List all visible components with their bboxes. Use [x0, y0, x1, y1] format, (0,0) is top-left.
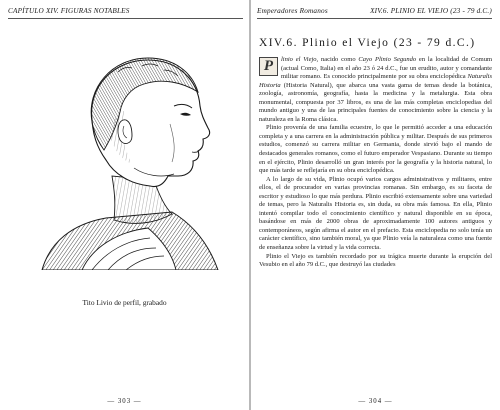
section-title: XIV.6. Plinio el Viejo (23 - 79 d.C.) — [259, 37, 476, 49]
italic-text: Naturalis Historia — [259, 73, 492, 89]
portrait-engraving — [22, 42, 230, 270]
running-head-right: XIV.6. PLINIO EL VIEJO (23 - 79 d.C.) — [370, 7, 492, 15]
running-head-left: CAPÍTULO XIV. FIGURAS NOTABLES — [8, 7, 130, 15]
text-run: Plinio provenía de una familia ecuestre, lo que le permitió acceder a una educación completa y a una carrera en la administración pública y militar. Después de sus primeros estudios, comenzó su carrera militar en Germania, donde sirvió bajo el mando de destacados generales romanos, como el futuro emperador Vespasiano. Durante su tiempo en el ejército, Plinio desarrolló un gran interés por la geografía y la historia natural, lo que más tarde se reflejaría en su obra enciclopédica. — [259, 124, 492, 175]
body-text — [259, 56, 492, 392]
text-run: Plinio el Viejo es también recordado por su trágica muerte durante la erupción del Vesubio en el año 79 d.C., que destruyó las ciudades — [259, 252, 492, 269]
drop-cap: P — [259, 57, 278, 76]
text-run: A lo largo de su vida, Plinio ocupó varios cargos administrativos y militares, entre ellos, el de procurador en varias provincias romanas. Sin embargo, es su faceta de escritor y estudioso lo que más perdura. Plinio escribió extensamente sobre una variedad de temas, pero la Naturalis Historia es, sin duda, su obra más famosa. En ella, Plinio intentó compilar todo el conocimiento científico y natural disponible en su época, basándose en más de 2000 obras de aproximadamente 100 autores antiguos y contemporáneos, según afirma el autor en el prefacio. Esta enciclopedia no solo tenía un carácter científico, sino también moral, ya que Plinio veía la naturaleza como una fuente de enseñanza sobre la virtud y la vida correcta. — [259, 175, 492, 252]
running-head — [257, 7, 492, 19]
body-paragraph — [259, 253, 492, 270]
italic-text: linio el Viejo — [281, 56, 317, 63]
text-run: en la localidad de Comum (actual Como, Italia) en el año 23 ó 24 d.C., fue un erudito, autor y comandante militar romano. Es conocido principalmente por su obra enciclopédica — [281, 56, 492, 81]
running-head — [8, 7, 243, 19]
running-head-left: Emperadores Romanos — [257, 7, 328, 15]
left-page — [0, 0, 249, 410]
italic-text: Cayo Plinio Segundo — [358, 56, 417, 63]
page-number-left: — 303 — — [107, 398, 142, 405]
body-paragraph — [259, 176, 492, 253]
page-number-right: — 304 — — [358, 398, 393, 405]
text-run: , nacido como — [316, 56, 359, 63]
figure-caption: Tito Livio de perfil, grabado — [82, 298, 167, 307]
body-paragraph — [259, 56, 492, 124]
right-page — [251, 0, 500, 410]
body-paragraph — [259, 124, 492, 175]
text-run: (Historia Natural), que abarca una vasta gama de temas desde la botánica, zoología, astronomía, geografía, hasta la medicina y la metalurgia. Esta obra monumental, compuesta por 37 libros, es una de las más completas enciclopedias del mundo antiguo y una de las principales fuentes de conocimiento sobre la ciencia y la naturaleza en la Roma clásica. — [259, 81, 492, 123]
